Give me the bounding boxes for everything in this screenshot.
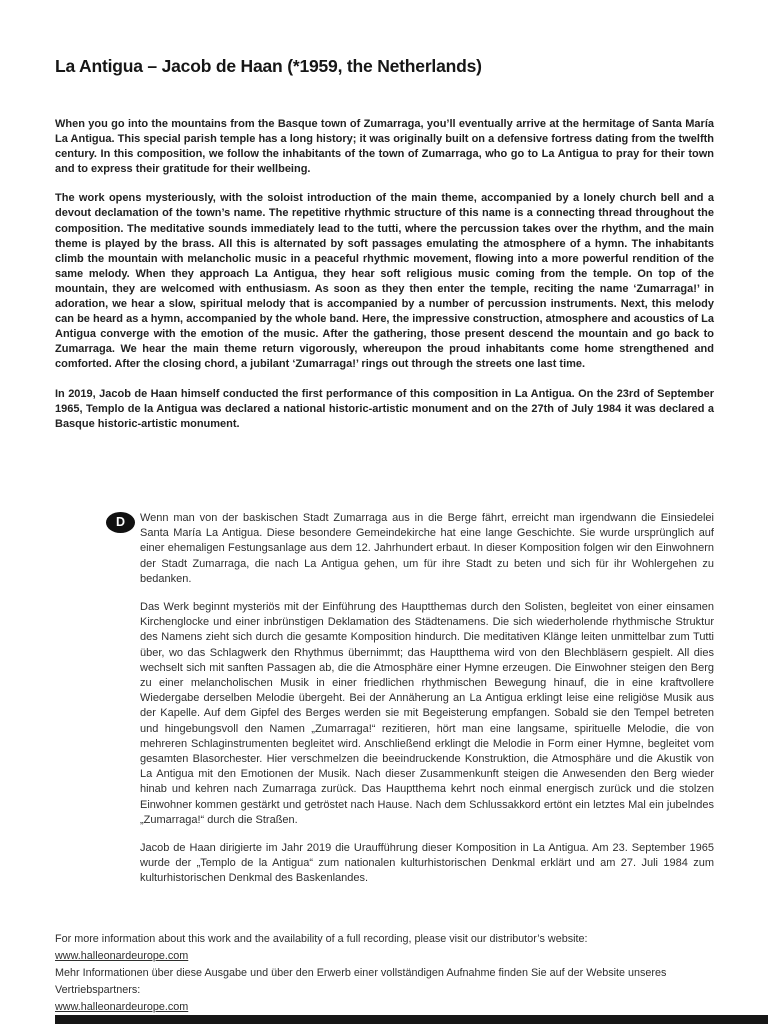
footer-english-text: For more information about this work and the availability of a full recording, please visit our distributor’s website: [55, 933, 588, 945]
german-paragraph-2: Das Werk beginnt mysteriös mit der Einführung des Hauptthemas durch den Solisten, begleitet von einer einsamen Kirchenglocke und einer inbrünstigen Deklamation des Städtenamens. Die sich wiederholende rhythmische Struktur des Namens zieht sich durch die gesamte Komposition hindurch. Die meditativen Klänge leiten unmittelbar zum Tutti über, wo das Schlagwerk den Rhythmus übernimmt; das Hauptthema wird von den Blechbläsern gespielt. All dies wechselt sich mit sanften Passagen ab, die die Atmosphäre einer Hymne erzeugen. Die Einwohner steigen den Berg zu einer melancholischen Musik in einer friedlichen rhythmischen Bewegung hinauf, die in eine kraftvollere Wiedergabe derselben Melodie übergeht. Bei der Annäherung an La Antigua erklingt leise eine religiöse Musik aus der Kapelle. Auf dem Gipfel des Berges werden sie mit Begeisterung empfangen. Sobald sie den Tempel betreten und hingebungsvoll den Namen „Zumarraga!“ rezitieren, hört man eine langsame, spirituelle Melodie, die von mehreren Schlaginstrumenten begleitet wird. Anschließend erklingt die Melodie in Form einer Hymne, begleitet vom gesamten Blasorchester. Hier verschmelzen die beeindruckende Konstruktion, die Atmosphäre und die Akustik von La Antigua mit den Emotionen der Musik. Nach dieser Zusammenkunft steigen die Anwesenden den Berg wieder hinab und kehren nach Zumarraga zurück. Das Hauptthema kehrt noch einmal energisch zurück und die stolzen Einwohner kommen gestärkt und getröstet nach Hause. Nach dem Schlussakkord ertönt ein letztes Mal ein jubelndes „Zumarraga!“ durch die Straßen. [140, 601, 714, 826]
footer-line-german-link [55, 999, 715, 1016]
english-paragraph-3: In 2019, Jacob de Haan himself conducted the first performance of this composition in La Antigua. On the 23rd of September 1965, Templo de la Antigua was declared a national historic-artistic monument and on the 27th of July 1984 it was declared a Basque historic-artistic monument. [55, 387, 714, 430]
german-notes-section [115, 511, 714, 900]
german-paragraph-3: Jacob de Haan dirigierte im Jahr 2019 die Uraufführung dieser Komposition in La Antigua. Am 23. September 1965 wurde der „Templo de la Antigua“ zum nationalen kulturhistorischen Denkmal erklärt und am 27. Juli 1984 zum kulturhistorischen Denkmal des Baskenlandes. [140, 842, 714, 885]
english-notes-section [55, 117, 714, 446]
footer-german-text: Mehr Informationen über diese Ausgabe und über den Erwerb einer vollständigen Aufnahme finden Sie auf der Website unseres Vertriebspartners: [55, 967, 667, 996]
german-language-badge: D [106, 512, 135, 533]
distributor-website-link-english[interactable]: www.halleonardeurope.com [55, 950, 189, 962]
german-paragraph-1: Wenn man von der baskischen Stadt Zumarraga aus in die Berge fährt, erreicht man irgendwann die Einsiedelei Santa María La Antigua. Diese besondere Gemeindekirche hat eine lange Geschichte. Sie wurde ursprünglich auf einer ehemaligen Festungsanlage aus dem 12. Jahrhundert erbaut. In dieser Komposition folgen wir den Einwohnern der Stadt Zumarraga, die nach La Antigua gehen, um für ihre Stadt zu beten und sich für ihr Wohlergehen zu bedanken. [140, 512, 714, 585]
distributor-website-link-german[interactable]: www.halleonardeurope.com [55, 1001, 189, 1013]
footer-line-english [55, 931, 715, 965]
page-title: La Antigua – Jacob de Haan (*1959, the Netherlands) [55, 56, 482, 76]
page-edge-bar [55, 1015, 768, 1024]
footer-line-german [55, 965, 715, 999]
distributor-footer [55, 931, 715, 1016]
english-paragraph-2: The work opens mysteriously, with the soloist introduction of the main theme, accompanied by a lonely church bell and a devout declamation of the town’s name. The repetitive rhythmic structure of this name is a connecting thread throughout the composition. The meditative sounds immediately lead to the tutti, where the percussion takes over the rhythm, and the main theme is played by the brass. All this is alternated by soft passages emulating the atmosphere of a hymn. The inhabitants climb the mountain with melancholic music in a peaceful rhythmic movement, flowing into a more powerful rendition of the same melody. When they approach La Antigua, they hear soft religious music coming from the temple. On top of the mountain, they are welcomed with enthusiasm. As soon as they then enter the temple, reciting the name ‘Zumarraga!’ in adoration, we hear a slow, spiritual melody that is accompanied by a number of percussion instruments. Next, this melody can be heard as a hymn, accompanied by the whole band. Here, the impressive construction, atmosphere and acoustics of La Antigua converge with the emotion of the music. After the gathering, those present descend the mountain and go back to Zumarraga. We hear the main theme return vigorously, whereupon the proud inhabitants come home strengthened and comforted. After the closing chord, a jubilant ‘Zumarraga!’ rings out through the streets one last time. [55, 192, 714, 371]
english-paragraph-1: When you go into the mountains from the Basque town of Zumarraga, you’ll eventually arrive at the hermitage of Santa María La Antigua. This special parish temple has a long history; it was originally built on a defensive fortress dating from the twelfth century. In this composition, we follow the inhabitants of the town of Zumarraga, who go to La Antigua to pray for their town and to express their gratitude for their wellbeing. [55, 118, 714, 176]
